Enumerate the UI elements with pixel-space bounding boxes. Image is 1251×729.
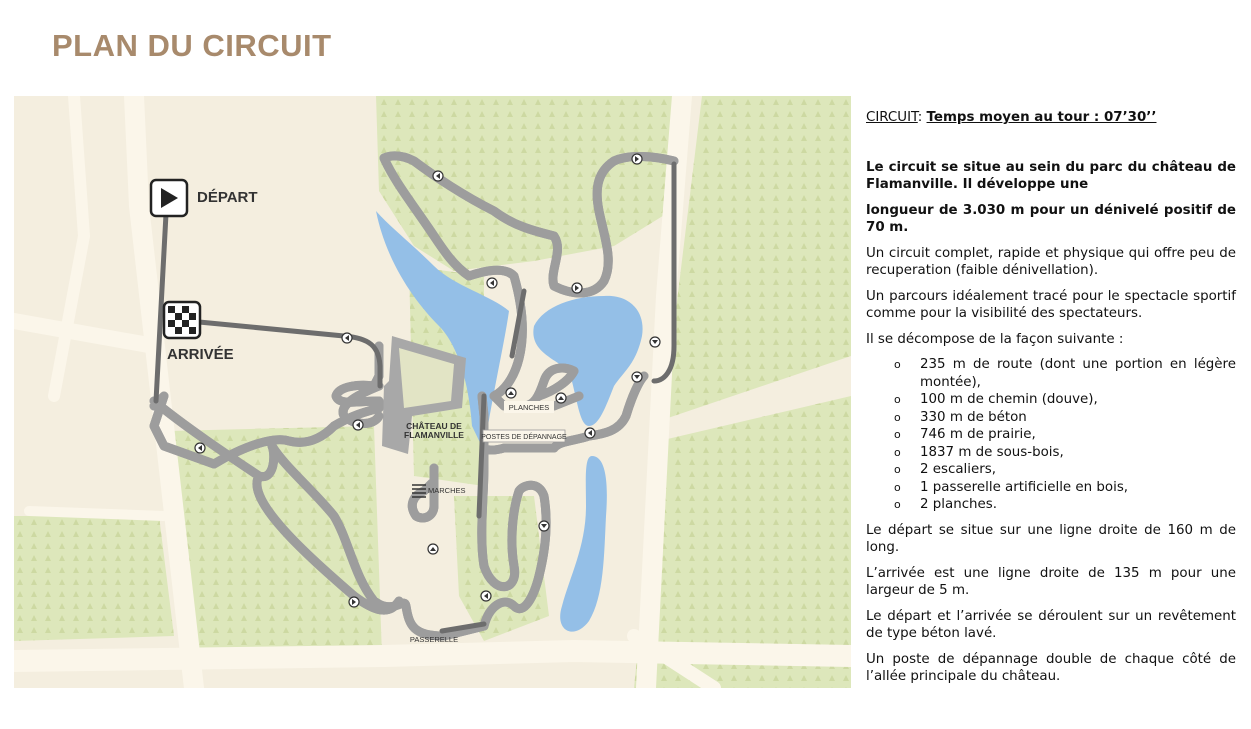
lap-time-line (866, 109, 1236, 127)
paragraph-2: Un parcours idéalement tracé pour le spectacle sportif comme pour la visibilité des spectateurs. (866, 288, 1236, 321)
chateau-label-line2: FLAMANVILLE (404, 430, 464, 440)
paragraph-1: Un circuit complet, rapide et physique qui offre peu de recuperation (faible dénivellation). (866, 245, 1236, 278)
arrivee-label: ARRIVÉE (167, 346, 234, 363)
start-flag-icon (151, 180, 187, 216)
depart-label: DÉPART (197, 189, 258, 206)
intro-bold-1: Le circuit se situe au sein du parc du château de Flamanville. Il développe une (866, 159, 1236, 192)
circuit-map (14, 96, 851, 688)
list-item: o 1 passerelle artificielle en bois, (894, 479, 1236, 497)
page-title: PLAN DU CIRCUIT (52, 28, 332, 63)
circuit-description (866, 109, 1236, 694)
list-item: o 235 m de route (dont une portion en légère montée), (894, 356, 1236, 391)
finish-flag-icon (164, 302, 200, 338)
list-item: o 100 m de chemin (douve), (894, 391, 1236, 409)
map-canvas (14, 96, 851, 688)
list-item: o 2 escaliers, (894, 461, 1236, 479)
lap-time: Temps moyen au tour : 07’30’’ (926, 110, 1157, 125)
planches-label: PLANCHES (508, 403, 550, 412)
list-item: o 2 planches. (894, 496, 1236, 514)
passerelle-label: PASSERELLE (409, 635, 459, 644)
paragraph-4: Le départ se situe sur une ligne droite de 160 m de long. (866, 522, 1236, 555)
breakdown-list (866, 356, 1236, 514)
paragraph-6: Le départ et l’arrivée se déroulent sur un revêtement de type béton lavé. (866, 608, 1236, 641)
lap-time-separator: : (917, 110, 927, 125)
paragraph-3: Il se décompose de la façon suivante : (866, 331, 1124, 347)
chateau-label-line1: CHÂTEAU DE (406, 421, 462, 431)
paragraph-5: L’arrivée est une ligne droite de 135 m pour une largeur de 5 m. (866, 565, 1236, 598)
marches-label: MARCHES (428, 486, 466, 495)
postes-label: POSTES DE DÉPANNAGE (481, 434, 567, 441)
list-item: o 1837 m de sous-bois, (894, 444, 1236, 462)
intro-bold-2: longueur de 3.030 m pour un dénivelé positif de 70 m. (866, 202, 1236, 235)
list-item: o 746 m de prairie, (894, 426, 1236, 444)
list-item: o 330 m de béton (894, 409, 1236, 427)
circuit-label: CIRCUIT (866, 110, 918, 125)
paragraph-7: Un poste de dépannage double de chaque côté de l’allée principale du château. (866, 651, 1236, 684)
